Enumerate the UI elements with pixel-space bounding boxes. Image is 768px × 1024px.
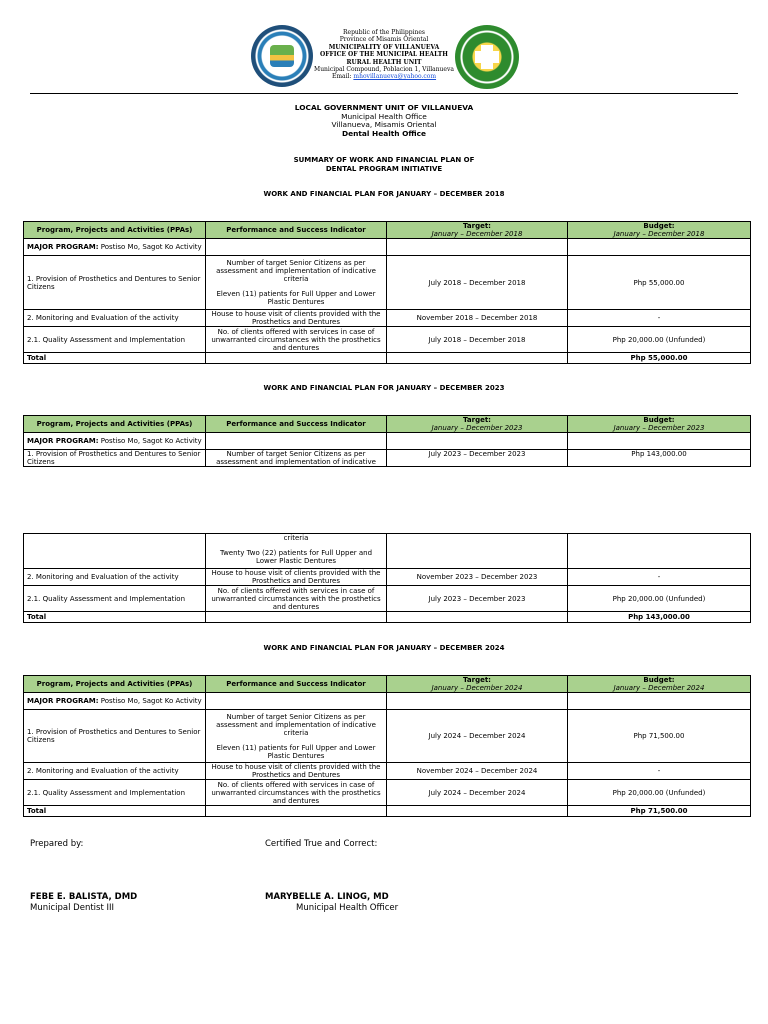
summary-line-2: DENTAL PROGRAM INITIATIVE [325,164,443,173]
table-row [24,310,751,327]
major-program-label: MAJOR PROGRAM: [27,697,99,705]
indicator-patients: Eleven (11) patients for Full Upper and Lower Plastic Dentures [216,743,376,760]
target-cell: July 2024 – December 2024 [387,710,568,763]
budget-cell: - [568,569,751,586]
table-row [24,450,751,467]
office-location: Villanueva, Misamis Oriental [331,120,437,130]
major-program-cell [24,693,206,710]
target-label: Target: [463,416,491,424]
budget-cell: Php 143,000.00 [568,450,751,467]
major-program-label: MAJOR PROGRAM: [27,243,99,251]
budget-period: January – December 2024 [613,684,705,692]
office-block [180,104,588,138]
table-row [24,710,751,763]
indicator-patients: Twenty Two (22) patients for Full Upper and Lower Plastic Dentures [219,549,373,565]
target-cell: July 2023 – December 2023 [387,586,568,612]
target-cell: November 2023 – December 2023 [387,569,568,586]
ppa-cell: 2.1. Quality Assessment and Implementation [24,780,206,806]
budget-cell: Php 71,500.00 [568,710,751,763]
certified-label: Certified True and Correct: [265,839,378,849]
total-label: Total [24,806,206,817]
major-program-text: Postiso Mo, Sagot Ko Activity [100,437,202,445]
total-row [24,806,751,817]
plan-table-2023-part2 [23,533,751,623]
indicator-cell [206,710,387,763]
budget-period: January – December 2018 [613,230,705,238]
plan-title-2023: WORK AND FINANCIAL PLAN FOR JANUARY – DECEMBER 2023 [263,384,505,392]
total-value: Php 55,000.00 [568,353,751,364]
total-row [24,612,751,623]
col-header-ppa: Program, Projects and Activities (PPAs) [24,222,206,239]
letterhead-province: Province of Misamis Oriental [339,36,429,44]
target-period: January – December 2024 [431,684,523,692]
major-program-text: Postiso Mo, Sagot Ko Activity [100,243,202,251]
indicator-cell: Number of target Senior Citizens as per assessment and implementation of indicative [206,450,387,467]
ppa-cell: 2. Monitoring and Evaluation of the activity [24,569,206,586]
summary-line-1: SUMMARY OF WORK AND FINANCIAL PLAN OF [293,156,475,164]
indicator-text: Number of target Senior Citizens as per assessment and implementation of indicative criteria [216,712,376,737]
prepared-by-label: Prepared by: [30,839,84,849]
ppa-cell: 1. Provision of Prosthetics and Dentures to Senior Citizens [24,710,206,763]
ppa-cell: 1. Provision of Prosthetics and Dentures to Senior Citizens [24,450,206,467]
budget-cell: Php 20,000.00 (Unfunded) [568,780,751,806]
table-header-row [24,676,751,693]
target-label: Target: [463,222,491,230]
table-row [24,693,751,710]
budget-cell: Php 55,000.00 [568,256,751,310]
plan-title-2018: WORK AND FINANCIAL PLAN FOR JANUARY – DECEMBER 2018 [263,190,505,198]
ppa-cell: 2.1. Quality Assessment and Implementation [24,327,206,353]
certifier-name: MARYBELLE A. LINOG, MD [265,892,389,902]
preparer-name: FEBE E. BALISTA, DMD [30,892,138,902]
plan-table-2018 [23,221,751,364]
letterhead-email-line [300,73,468,80]
major-program-cell [24,239,206,256]
indicator-cell [206,534,387,569]
indicator-text: Number of target Senior Citizens as per assessment and implementation of indicative criteria [216,259,376,283]
ppa-cell: 2. Monitoring and Evaluation of the activity [24,310,206,327]
target-period: January – December 2018 [431,230,523,238]
target-label: Target: [463,676,491,684]
col-header-indicator: Performance and Success Indicator [206,222,387,239]
plan-table-2023-part1 [23,415,751,467]
col-header-budget [568,416,751,433]
summary-title [180,156,588,173]
letterhead-municipality: MUNICIPALITY OF VILLANUEVA [328,43,440,51]
target-cell: July 2018 – December 2018 [387,327,568,353]
budget-cell: Php 20,000.00 (Unfunded) [568,586,751,612]
table-header-row [24,416,751,433]
table-row [24,256,751,310]
indicator-cell: No. of clients offered with services in case of unwarranted circumstances with the prosthetics and dentures [206,327,387,353]
certifier-title: Municipal Health Officer [296,903,399,913]
total-value: Php 71,500.00 [568,806,751,817]
col-header-budget [568,222,751,239]
preparer-title: Municipal Dentist III [30,903,115,913]
target-cell: July 2024 – December 2024 [387,780,568,806]
office-mho: Municipal Health Office [341,111,427,121]
table-row [24,586,751,612]
header-divider [30,93,738,94]
major-program-cell [24,433,206,450]
target-cell: November 2024 – December 2024 [387,763,568,780]
budget-cell: - [568,310,751,327]
table-row [24,569,751,586]
budget-cell: Php 20,000.00 (Unfunded) [568,327,751,353]
table-row [24,534,751,569]
indicator-cell: House to house visit of clients provided with the Prosthetics and Dentures [206,763,387,780]
letterhead [300,29,468,81]
col-header-indicator: Performance and Success Indicator [206,416,387,433]
col-header-target [387,222,568,239]
indicator-text-cont: criteria [283,534,309,542]
letterhead-address: Municipal Compound, Poblacion 1, Villanueva [314,66,454,74]
table-row [24,780,751,806]
target-cell: July 2023 – December 2023 [387,450,568,467]
col-header-ppa: Program, Projects and Activities (PPAs) [24,416,206,433]
budget-label: Budget: [643,676,675,684]
letterhead-republic: Republic of the Philippines [343,29,425,36]
col-header-indicator: Performance and Success Indicator [206,676,387,693]
budget-label: Budget: [643,416,675,424]
target-cell: July 2018 – December 2018 [387,256,568,310]
ppa-cell: 2. Monitoring and Evaluation of the activity [24,763,206,780]
major-program-label: MAJOR PROGRAM: [27,437,99,445]
col-header-target [387,676,568,693]
budget-period: January – December 2023 [613,424,705,432]
office-dental: Dental Health Office [341,128,427,138]
letterhead-office: OFFICE OF THE MUNICIPAL HEALTH [320,51,448,59]
email-label: Email: [331,73,352,81]
col-header-budget [568,676,751,693]
target-cell: November 2018 – December 2018 [387,310,568,327]
major-program-text: Postiso Mo, Sagot Ko Activity [100,697,202,705]
table-row [24,433,751,450]
office-lgu: LOCAL GOVERNMENT UNIT OF VILLANUEVA [294,103,474,112]
total-row [24,353,751,364]
budget-cell: - [568,763,751,780]
indicator-cell: No. of clients offered with services in case of unwarranted circumstances with the prosthetics and dentures [206,586,387,612]
letterhead-rhu: RURAL HEALTH UNIT [346,58,422,66]
total-label: Total [24,612,206,623]
ppa-cell: 2.1. Quality Assessment and Implementation [24,586,206,612]
table-row [24,763,751,780]
table-row [24,327,751,353]
budget-label: Budget: [643,222,675,230]
plan-table-2024 [23,675,751,817]
indicator-cell [206,256,387,310]
total-label: Total [24,353,206,364]
col-header-ppa: Program, Projects and Activities (PPAs) [24,676,206,693]
indicator-patients: Eleven (11) patients for Full Upper and Lower Plastic Dentures [216,290,376,306]
plan-title-2024: WORK AND FINANCIAL PLAN FOR JANUARY – DECEMBER 2024 [263,644,505,652]
total-value: Php 143,000.00 [568,612,751,623]
ppa-cell: 1. Provision of Prosthetics and Dentures to Senior Citizens [24,256,206,310]
email-link[interactable]: mhovillanueva@yahoo.com [353,73,437,81]
table-row [24,239,751,256]
target-period: January – December 2023 [431,424,523,432]
indicator-cell: No. of clients offered with services in case of unwarranted circumstances with the prosthetics and dentures [206,780,387,806]
indicator-cell: House to house visit of clients provided with the Prosthetics and Dentures [206,569,387,586]
col-header-target [387,416,568,433]
indicator-cell: House to house visit of clients provided with the Prosthetics and Dentures [206,310,387,327]
table-header-row [24,222,751,239]
